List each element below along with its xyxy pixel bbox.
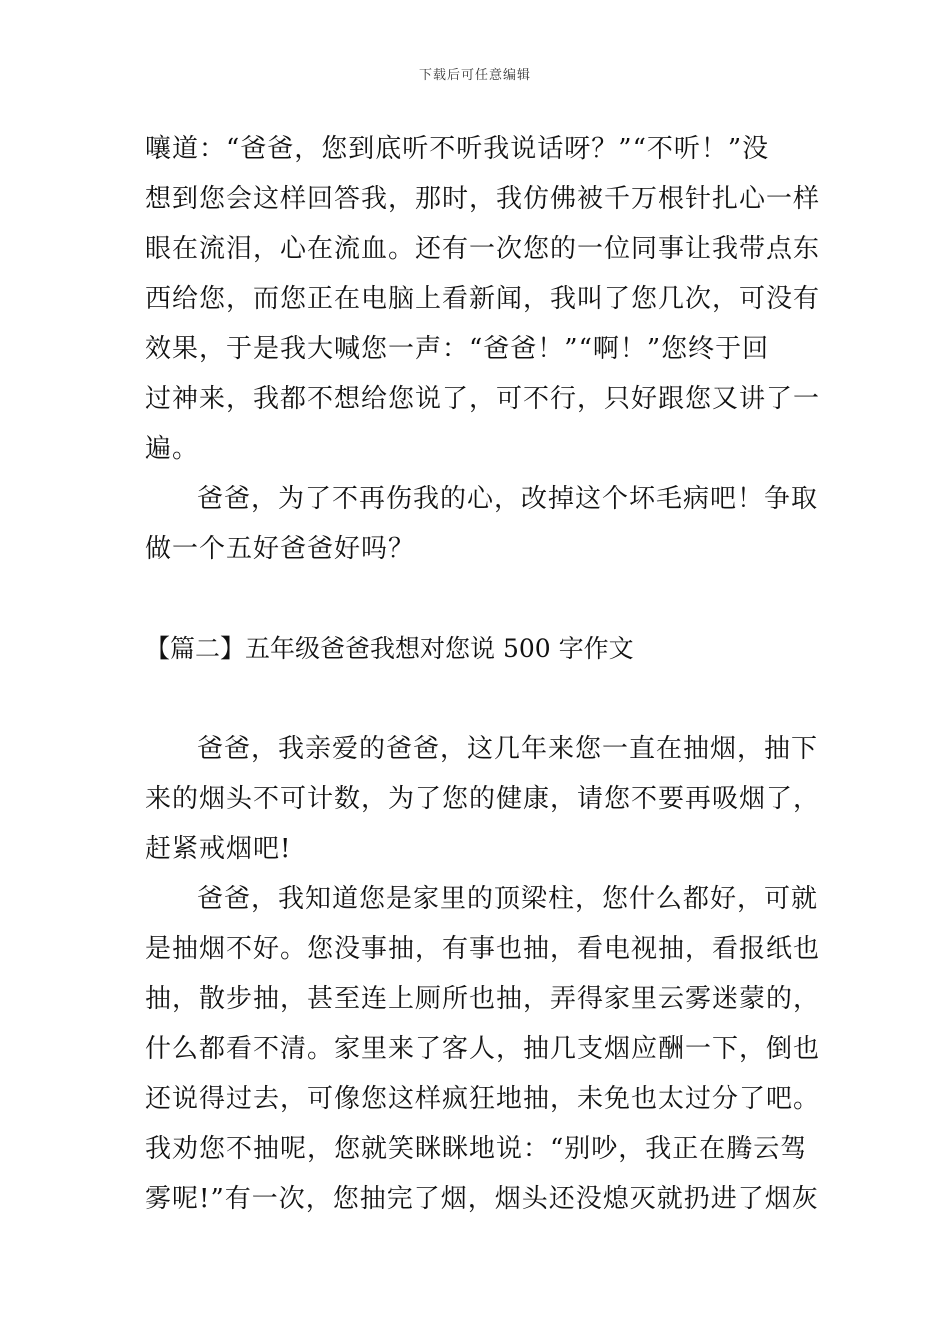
text-line: 效果，于是我大喊您一声：“爸爸！”“啊！”您终于回 [145,334,770,364]
paragraph-4 [145,874,821,1224]
text-line: 是抽烟不好。您没事抽，有事也抽，看电视抽，看报纸也 [145,934,821,964]
text-line: 雾呢!”有一次，您抽完了烟，烟头还没熄灭就扔进了烟灰 [145,1184,819,1214]
text-line: 还说得过去，可像您这样疯狂地抽，未免也太过分了吧。 [145,1084,821,1114]
text-line: 西给您，而您正在电脑上看新闻，我叫了您几次，可没有 [145,284,821,314]
text-line: 爸爸，我亲爱的爸爸，这几年来您一直在抽烟，抽下 [197,734,819,764]
page-header: 下载后可任意编辑 [418,68,531,83]
paragraph-3 [145,724,821,874]
text-line: 赶紧戒烟吧! [145,834,292,864]
section-title: 【篇二】五年级爸爸我想对您说 500 字作文 [145,634,634,663]
text-line: 做一个五好爸爸好吗？ [145,534,416,564]
spacer [145,574,810,624]
text-line: 眼在流泪，心在流血。还有一次您的一位同事让我带点东 [145,234,821,264]
paragraph-2 [145,474,819,574]
text-line: 遍。 [145,434,200,464]
text-line: 什么都看不清。家里来了客人，抽几支烟应酬一下，倒也 [145,1034,821,1064]
text-line: 嚷道：“爸爸，您到底听不听我说话呀？”“不听！”没 [145,134,770,164]
spacer [145,674,810,724]
text-line: 来的烟头不可计数，为了您的健康，请您不要再吸烟了， [145,784,821,814]
text-line: 我劝您不抽呢，您就笑眯眯地说：“别吵，我正在腾云驾 [145,1134,808,1164]
text-line: 想到您会这样回答我，那时，我仿佛被千万根针扎心一样 [145,184,821,214]
text-line: 抽，散步抽，甚至连上厕所也抽，弄得家里云雾迷蒙的， [145,984,821,1014]
text-line: 过神来，我都不想给您说了，可不行，只好跟您又讲了一 [145,384,821,414]
text-line: 爸爸，我知道您是家里的顶梁柱，您什么都好，可就 [197,884,819,914]
text-line: 爸爸，为了不再伤我的心，改掉这个坏毛病吧！争取 [197,484,819,514]
document-body [145,124,821,1224]
paragraph-1 [145,124,821,474]
